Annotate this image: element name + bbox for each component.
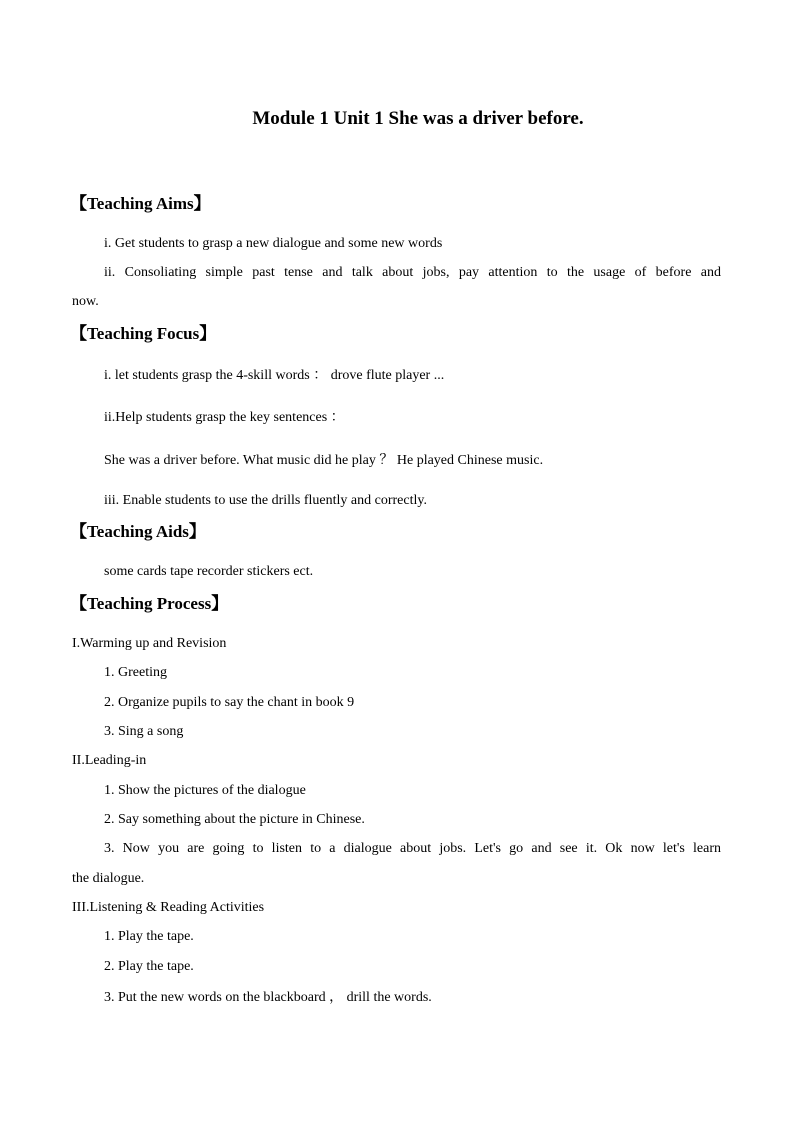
aims-item-1: i. Get students to grasp a new dialogue and some new words [104,236,443,251]
focus-item-2: ii.Help students grasp the key sentences ： [104,410,345,425]
heading-teaching-aims: 【Teaching Aims】 [70,194,211,213]
focus-item-1: i. let students grasp the 4-skill words ： drove flute player ... [104,368,445,383]
heading-teaching-aids: 【Teaching Aids】 [70,522,206,541]
process-section-3-item: 3. Put the new words on the blackboard ， drill the words. [104,990,432,1005]
heading-teaching-focus: 【Teaching Focus】 [70,324,217,343]
process-section-1-item: 3. Sing a song [104,724,184,739]
heading-teaching-process: 【Teaching Process】 [70,594,229,613]
process-section-2-item-2: 2. Say something about the picture in Chinese. [104,812,365,827]
process-section-2-item-1: 1. Show the pictures of the dialogue [104,783,306,798]
process-section-3-item: 1. Play the tape. [104,929,194,944]
aims-item-2-line-2: now. [72,294,99,309]
process-section-1-item: 1. Greeting [104,665,167,680]
process-section-3-title: III.Listening & Reading Activities [72,900,265,915]
process-section-2-title: II.Leading-in [72,753,147,768]
process-section-2-item-3-line-1: 3. Now you are going to listen to a dialogue about jobs. Let's go and see it. Ok now let's learn [104,841,721,856]
document-title: Module 1 Unit 1 She was a driver before. [252,108,584,129]
process-section-3-item: 2. Play the tape. [104,959,194,974]
process-section-2-item-3-line-2: the dialogue. [72,871,145,886]
aims-item-2-line-1: ii. Consoliating simple past tense and talk about jobs, pay attention to the usage of before and [104,265,721,280]
aids-text: some cards tape recorder stickers ect. [104,564,314,579]
focus-item-3: iii. Enable students to use the drills fluently and correctly. [104,493,427,508]
focus-key-sentences: She was a driver before. What music did he play ？ He played Chinese music. [104,453,544,468]
process-section-1-item: 2. Organize pupils to say the chant in book 9 [104,695,355,710]
process-section-1-title: I.Warming up and Revision [72,636,227,651]
